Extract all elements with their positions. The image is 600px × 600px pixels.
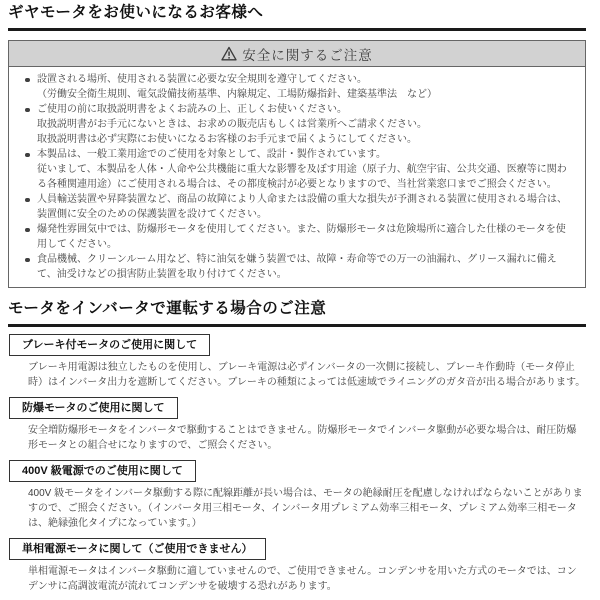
safety-bullet-text: ご使用の前に取扱説明書をよくお読みの上、正しくお使いください。 — [37, 104, 347, 115]
bullet-icon — [24, 147, 37, 192]
safety-header-label: 安全に関するご注意 — [242, 47, 373, 63]
safety-notice-header — [9, 41, 585, 67]
subsection-explosion-proof-motor — [8, 390, 586, 453]
subsection-body: 単相電源モータはインバータ駆動に適していませんので、ご使用できません。コンデンサを用いた方式のモータでは、コンデンサに高調波電流が流れてコンデンサを破壊する恐れがあります。 — [28, 566, 577, 592]
safety-bullet-text: 本製品は、一般工業用途でのご使用を対象として、設計・製作されています。 — [37, 149, 386, 160]
subsection-label: ブレーキ付モータのご使用に関して — [9, 334, 210, 356]
safety-bullet-text: 設置される場所、使用される装置に必要な安全規則を遵守してください。 — [37, 74, 367, 85]
safety-bullet-text: 取扱説明書がお手元にないときは、お求めの販売店もしくは営業所へご請求ください。 — [37, 119, 427, 130]
subsection-body: ブレーキ用電源は独立したものを使用し、ブレーキ電源は必ずインバータの一次側に接続し、ブレーキ作動時（モータ停止時）はインバータ出力を遮断してください。ブレーキの種類によっては低速域でライニングのガタ音が出る場合があります。 — [28, 362, 586, 388]
safety-bullet-text: 従いまして、本製品を人体・人命や公共機能に重大な影響を及ぼす用途（原子力、航空宇宙、公共交通、医療等に関わる各種関連用途）にご使用される場合は、その都度検討が必要となりますので、当社営業窓口までご照会ください。 — [37, 164, 567, 190]
title-rule — [8, 28, 586, 31]
inverter-section-title: モータをインバータで運転する場合のご注意 — [8, 300, 327, 317]
subsection-label: 防爆モータのご使用に関して — [9, 397, 178, 419]
list-item — [24, 72, 575, 102]
subsection-label: 単相電源モータに関して（ご使用できません） — [9, 538, 266, 560]
safety-bullet-text: 爆発性雰囲気中では、防爆形モータを使用してください。また、防爆形モータは危険場所に適合した仕様のモータを使用してください。 — [37, 224, 566, 250]
safety-bullet-text: （労働安全衛生規則、電気設備技術基準、内線規定、工場防爆指針、建築基準法 など） — [37, 89, 437, 100]
safety-bullet-text: 取扱説明書は必ず実際にお使いになるお客様のお手元まで届くようにしてください。 — [37, 134, 417, 145]
list-item — [24, 192, 575, 222]
bullet-icon — [24, 102, 37, 147]
bullet-icon — [24, 222, 37, 252]
bullet-icon — [24, 192, 37, 222]
inverter-section — [8, 299, 586, 327]
safety-notice-box — [8, 40, 586, 288]
safety-bullet-text: 食品機械、クリーンルーム用など、特に油気を嫌う装置では、故障・寿命等での万一の油漏れ、グリース漏れに備えて、油受けなどの損害防止装置を取り付けてください。 — [37, 254, 557, 280]
subsection-single-phase-motor — [8, 531, 586, 594]
list-item — [24, 147, 575, 192]
list-item — [24, 222, 575, 252]
subsection-brake-motor — [8, 327, 586, 390]
list-item — [24, 252, 575, 282]
list-item — [24, 102, 575, 147]
subsection-400v-power — [8, 453, 586, 531]
safety-bullet-text: 人員輸送装置や昇降装置など、商品の故障により人命または設備の重大な損失が予測される装置に使用される場合は、装置側に安全のための保護装置を設けてください。 — [37, 194, 567, 220]
bullet-icon — [24, 252, 37, 282]
page-title: ギヤモータをお使いになるお客様へ — [8, 4, 264, 21]
warning-icon — [221, 46, 237, 61]
subsection-label: 400V 級電源でのご使用に関して — [9, 460, 196, 482]
safety-notice-body — [9, 67, 585, 287]
bullet-icon — [24, 72, 37, 102]
subsection-body: 400V 級モータをインバータ駆動する際に配線距離が長い場合は、モータの絶縁耐圧を配慮しなければならないことがありますので、ご照会ください。（インバータ用三相モータ、インバータ用プレミアム効率三相モータ、プレミアム効率三相モータは、絶縁強化タイプになっています。） — [28, 488, 583, 529]
subsection-body: 安全増防爆形モータをインバータで駆動することはできません。防爆形モータでインバータ駆動が必要な場合は、耐圧防爆形モータとの組合せになりますので、ご照会ください。 — [28, 425, 577, 451]
